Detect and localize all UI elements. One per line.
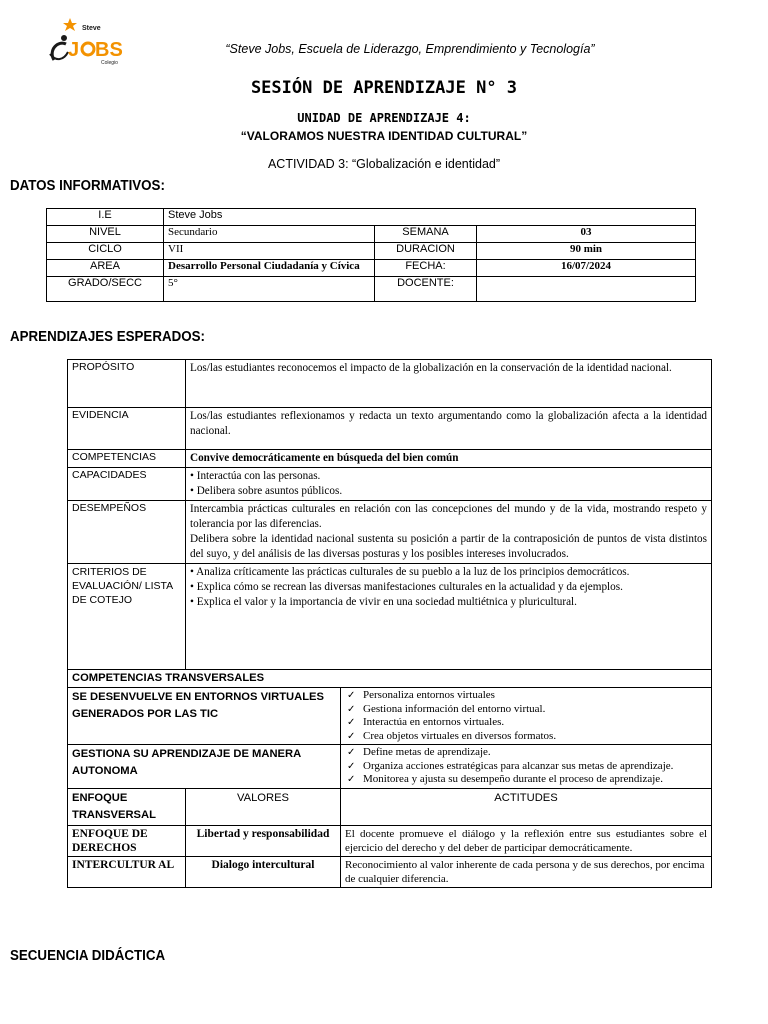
list-item: • Delibera sobre asuntos públicos. — [190, 485, 343, 497]
school-motto: “Steve Jobs, Escuela de Liderazgo, Emprendimiento y Tecnología” — [225, 42, 595, 56]
list-item: ✓ Crea objetos virtuales en diversos formatos. — [347, 729, 557, 742]
check-icon: ✓ — [347, 717, 356, 728]
valores-header: VALORES — [186, 788, 341, 825]
list-item: ✓ Interactúa en entornos virtuales. — [347, 716, 505, 728]
evidencia-text: Los/las estudiantes reflexionamos y redacta un texto argumentando como la globalización afecta a la identidad nacional. — [186, 408, 712, 450]
table-row — [68, 856, 712, 887]
table-row — [47, 243, 696, 260]
desempenos-list — [186, 501, 712, 564]
table-row — [68, 788, 712, 825]
evidencia-label: EVIDENCIA — [68, 408, 186, 450]
list-item: ✓ Monitorea y ajusta su desempeño durante el proceso de aprendizaje. — [347, 773, 663, 785]
list-item: ✓ Define metas de aprendizaje. — [347, 746, 491, 758]
table-row — [47, 209, 696, 226]
nivel-label: NIVEL — [47, 226, 164, 243]
competencias-label: COMPETENCIAS — [68, 450, 186, 468]
semana-label: SEMANA — [375, 226, 477, 243]
table-row — [68, 360, 712, 408]
nivel-value: Secundario — [164, 226, 375, 243]
check-icon: ✓ — [347, 747, 356, 758]
duracion-value: 90 min — [477, 243, 696, 260]
ie-label: I.E — [47, 209, 164, 226]
table-row — [68, 408, 712, 450]
datos-heading: DATOS INFORMATIVOS: — [10, 178, 165, 194]
list-item: • Explica el valor y la importancia de vivir en una sociedad multiétnica y pluricultural. — [190, 596, 577, 608]
table-row — [68, 468, 712, 501]
enfoque-header: ENFOQUE TRANSVERSAL — [68, 788, 186, 825]
transversales-heading: COMPETENCIAS TRANSVERSALES — [68, 670, 712, 688]
unit-name: “VALORAMOS NUESTRA IDENTIDAD CULTURAL” — [240, 129, 528, 143]
gestiona-list — [341, 745, 712, 789]
fecha-label: FECHA: — [375, 260, 477, 277]
list-item: ✓ Gestiona información del entorno virtual. — [347, 702, 546, 715]
grado-value: 5° — [164, 277, 375, 302]
table-row — [47, 226, 696, 243]
svg-text:Colegio: Colegio — [101, 60, 118, 66]
table-row — [47, 277, 696, 302]
actitud-derechos: El docente promueve el diálogo y la reflexión entre sus estudiantes sobre el ejercicio del derecho y del deber de participar democráticamente. — [341, 825, 712, 856]
desempenos-label: DESEMPEÑOS — [68, 501, 186, 564]
enfoque-derechos: ENFOQUE DE DERECHOS — [68, 825, 186, 856]
ie-value: Steve Jobs — [164, 209, 696, 226]
svg-text:Steve: Steve — [82, 25, 101, 32]
check-icon: ✓ — [347, 703, 356, 715]
criterios-list — [186, 564, 712, 670]
ciclo-value: VII — [164, 243, 375, 260]
aprendizajes-heading: APRENDIZAJES ESPERADOS: — [10, 329, 205, 345]
unit-heading: UNIDAD DE APRENDIZAJE 4: — [297, 111, 471, 125]
docente-value — [477, 277, 696, 302]
capacidades-list — [186, 468, 712, 501]
svg-text:BS: BS — [95, 39, 123, 61]
list-item: • Analiza críticamente las prácticas culturales de su pueblo a la luz de los principios democráticos. — [190, 566, 630, 578]
table-row — [68, 501, 712, 564]
criterios-label: CRITERIOS DE EVALUACIÓN/ LISTA DE COTEJO — [68, 564, 186, 670]
school-logo — [44, 16, 134, 68]
activity-title: ACTIVIDAD 3: “Globalización e identidad” — [267, 157, 501, 171]
list-item: • Explica cómo se recrean las diversas manifestaciones culturales en la actualidad y da ejemplos. — [190, 581, 623, 593]
ciclo-label: CICLO — [47, 243, 164, 260]
check-icon: ✓ — [347, 760, 356, 772]
actitud-intercultural: Reconocimiento al valor inherente de cada persona y de sus derechos, por encima de cualquier diferencia. — [341, 856, 712, 887]
competencia-text: Convive democráticamente en búsqueda del bien común — [186, 450, 712, 468]
datos-table — [46, 208, 696, 302]
table-row — [47, 260, 696, 277]
capacidades-label: CAPACIDADES — [68, 468, 186, 501]
grado-label: GRADO/SECC — [47, 277, 164, 302]
fecha-value: 16/07/2024 — [477, 260, 696, 277]
table-row — [68, 745, 712, 789]
area-value: Desarrollo Personal Ciudadanía y Cívica — [164, 260, 375, 277]
duracion-label: DURACION — [375, 243, 477, 260]
check-icon: ✓ — [347, 774, 356, 785]
actitudes-header: ACTITUDES — [341, 788, 712, 825]
secuencia-heading: SECUENCIA DIDÁCTICA — [10, 948, 166, 964]
page-title: SESIÓN DE APRENDIZAJE N° 3 — [250, 78, 518, 98]
list-item: Intercambia prácticas culturales en relación con las concepciones del mundo y de la vida, mostrando respeto y tolerancia por las diferencias. — [190, 503, 708, 530]
proposito-text: Los/las estudiantes reconocemos el impacto de la globalización en la conservación de la identidad nacional. — [186, 360, 712, 408]
check-icon: ✓ — [347, 690, 356, 701]
list-item: • Interactúa con las personas. — [190, 470, 321, 482]
tic-list — [341, 688, 712, 745]
table-row — [68, 564, 712, 670]
aprendizajes-table — [67, 359, 712, 888]
tic-competencia: SE DESENVUELVE EN ENTORNOS VIRTUALES GENERADOS POR LAS TIC — [68, 688, 341, 745]
docente-label: DOCENTE: — [375, 277, 477, 302]
list-item: ✓ Personaliza entornos virtuales — [347, 689, 495, 701]
svg-text:J: J — [68, 39, 80, 61]
table-row — [68, 688, 712, 745]
area-label: AREA — [47, 260, 164, 277]
valor-libertad: Libertad y responsabilidad — [186, 825, 341, 856]
list-item: Delibera sobre la identidad nacional sustenta su posición a partir de la contraposición de puntos de vista distintos del suyo, y del análisis de las diversas posturas y los posibles intereses involucrados. — [190, 533, 708, 560]
gestiona-competencia: GESTIONA SU APRENDIZAJE DE MANERA AUTONOMA — [68, 745, 341, 789]
check-icon: ✓ — [347, 730, 356, 742]
table-row — [68, 450, 712, 468]
proposito-label: PROPÓSITO — [68, 360, 186, 408]
table-row — [68, 670, 712, 688]
list-item: ✓ Organiza acciones estratégicas para alcanzar sus metas de aprendizaje. — [347, 759, 674, 772]
semana-value: 03 — [477, 226, 696, 243]
table-row — [68, 825, 712, 856]
enfoque-intercultural: INTERCULTUR AL — [68, 856, 186, 887]
valor-dialogo: Dialogo intercultural — [186, 856, 341, 887]
